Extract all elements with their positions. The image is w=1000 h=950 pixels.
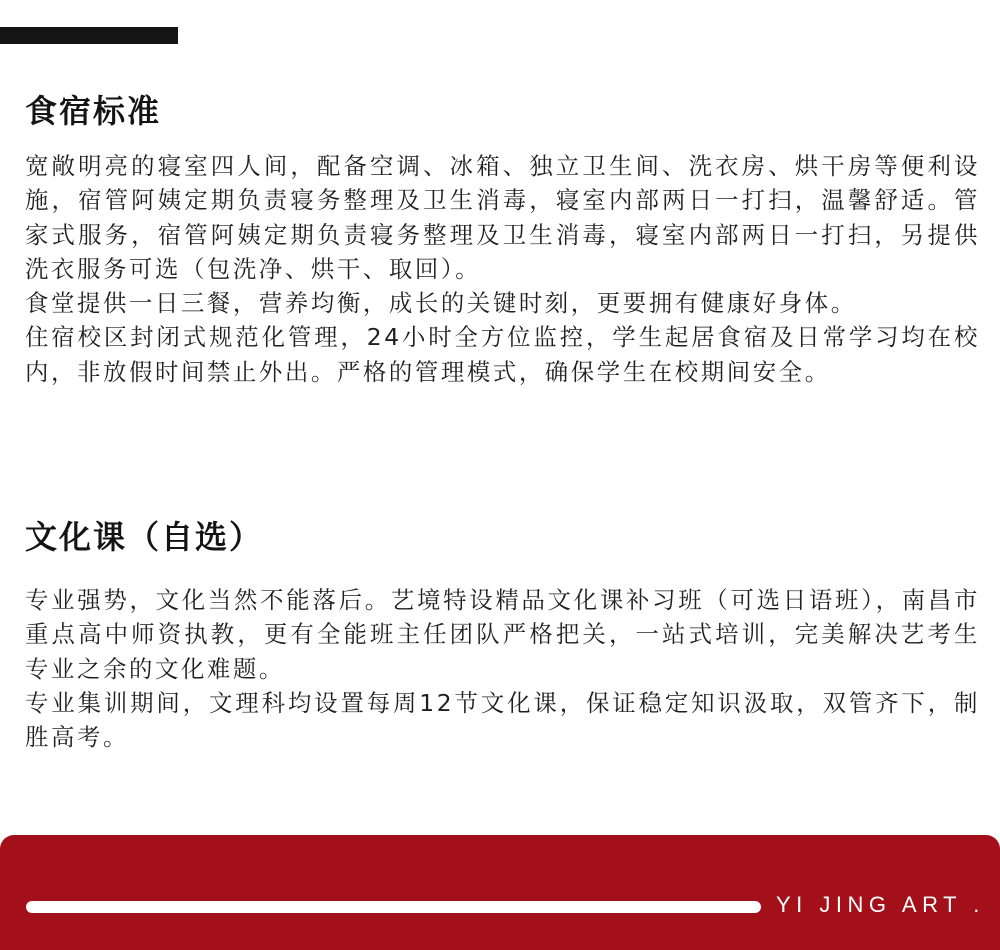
section-body-culture-class — [25, 583, 980, 754]
section-title-culture-class: 文化课（自选） — [25, 518, 264, 556]
footer-brand-text: YI JING ART . — [776, 892, 985, 917]
paragraph-canteen: 食堂提供一日三餐，营养均衡，成长的关键时刻，更要拥有健康好身体。 — [25, 289, 857, 318]
section-body-accommodation — [25, 149, 980, 389]
footer-banner — [0, 835, 1000, 950]
top-accent-bar — [0, 27, 178, 44]
paragraph-culture-class-intro: 专业强势，文化当然不能落后。艺境特设精品文化课补习班（可选日语班），南昌市重点高中师资执教，更有全能班主任团队严格把关，一站式培训，完美解决艺考生专业之余的文化难题。 — [25, 586, 980, 683]
footer-divider-line — [26, 901, 761, 913]
paragraph-culture-class-schedule: 专业集训期间，文理科均设置每周12节文化课，保证稳定知识汲取，双管齐下，制胜高考。 — [25, 688, 980, 752]
paragraph-dormitory: 宽敞明亮的寝室四人间，配备空调、冰箱、独立卫生间、洗衣房、烘干房等便利设施，宿管阿姨定期负责寝务整理及卫生消毒，寝室内部两日一打扫，温馨舒适。管家式服务，宿管阿姨定期负责寝务整理及卫生消毒，寝室内部两日一打扫，另提供洗衣服务可选（包洗净、烘干、取回）。 — [25, 152, 980, 283]
section-title-accommodation: 食宿标准 — [25, 92, 162, 130]
paragraph-campus-management: 住宿校区封闭式规范化管理，24小时全方位监控，学生起居食宿及日常学习均在校内，非放假时间禁止外出。严格的管理模式，确保学生在校期间安全。 — [25, 323, 980, 386]
